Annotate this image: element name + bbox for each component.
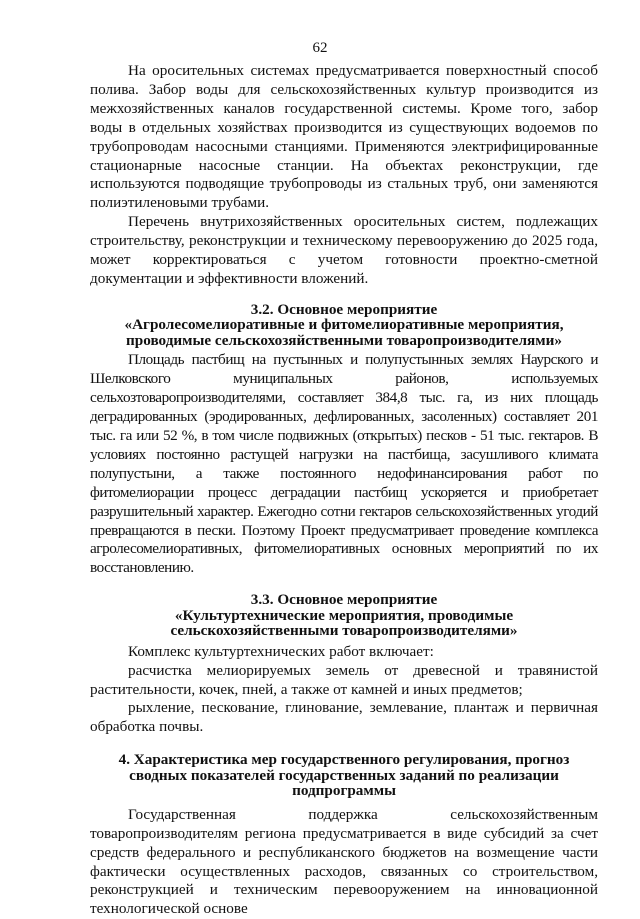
section-3-2-heading-line-1: 3.2. Основное мероприятие [250, 300, 438, 318]
page-number: 62 [312, 40, 328, 56]
section-3-3-paragraph-3: рыхление, пескование, глинование, землевание, плантаж и первичная обработка почвы. [90, 699, 598, 736]
section-3-3-heading-line-3: сельскохозяйственными товаропроизводителями» [170, 622, 518, 640]
section-3-3-paragraph-1: Комплекс культуртехнических работ включает: [128, 642, 434, 660]
section-4-heading-line-2: сводных показателей государственных заданий по реализации [129, 766, 559, 784]
section-3-2-heading-line-3: проводимые сельскохозяйственными товаропроизводителями» [126, 331, 562, 349]
section-3-2-heading [90, 302, 598, 349]
page-content [90, 62, 598, 919]
section-4-paragraph: Государственная поддержка сельскохозяйственным товаропроизводителям региона предусматривается в виде субсидий за счет средств федерального и республиканского бюджетов на возмещение части фактически осуществленных расходов, связанных со строительством, реконструкцией и техническим перевооружением на инновационной технологической основе [90, 805, 598, 918]
section-3-2-paragraph: Площадь пастбищ на пустынных и полупустынных землях Наурского и Шелковского муниципальных районов, используемых сельхозтоваропроизводителями, составляет 384,8 тыс. га, из них площадь деградированных (эродированных, дефлированных, засоленных) составляет 201 тыс. га или 52 %, в том числе подвижных (открытых) песков - 51 тыс. гектаров. В условиях постоянно растущей нагрузки на пастбища, засушливого климата полупустыни, а также постоянного недофинансирования работ по фитомелиорации процесс деградации пастбищ ускоряется и приобретает разрушительный характер. Ежегодно сотни гектаров сельскохозяйственных угодий превращаются в пески. Поэтому Проект предусматривает проведение комплекса агролесомелиоративных, фитомелиоративных основных мероприятий по их восстановлению. [90, 351, 598, 577]
intro-paragraph-2: Перечень внутрихозяйственных оросительных систем, подлежащих строительству, реконструкции и техническому перевооружению до 2025 года, может корректироваться с учетом готовности проектно-сметной документации и эффективности вложений. [90, 213, 598, 287]
intro-paragraph-1: На оросительных системах предусматривается поверхностный способ полива. Забор воды для сельскохозяйственных культур производится из межхозяйственных каналов государственной системы. Кроме того, забор воды в отдельных хозяйствах производится из существующих водоемов по трубопроводам насосными станциями. Применяются электрифицированные стационарные насосные станции. На объектах реконструкции, где используются подводящие трубопроводы из стальных труб, они заменяются полиэтиленовыми трубами. [90, 62, 598, 212]
section-4-heading [90, 752, 598, 799]
section-3-3-heading-line-2: «Культуртехнические мероприятия, проводимые [174, 606, 514, 624]
section-4-heading-line-1: 4. Характеристика мер государственного регулирования, прогноз [118, 751, 570, 769]
section-3-3-heading-line-1: 3.3. Основное мероприятие [250, 591, 438, 609]
section-4-heading-line-3: подпрограммы [292, 782, 396, 800]
section-3-3-paragraph-2: расчистка мелиорируемых земель от древесной и травянистой растительности, кочек, пней, а также от камней и иных предметов; [90, 661, 598, 698]
section-3-3-heading [90, 592, 598, 639]
section-3-2-heading-line-2: «Агролесомелиоративные и фитомелиоративные мероприятия, [124, 316, 564, 334]
